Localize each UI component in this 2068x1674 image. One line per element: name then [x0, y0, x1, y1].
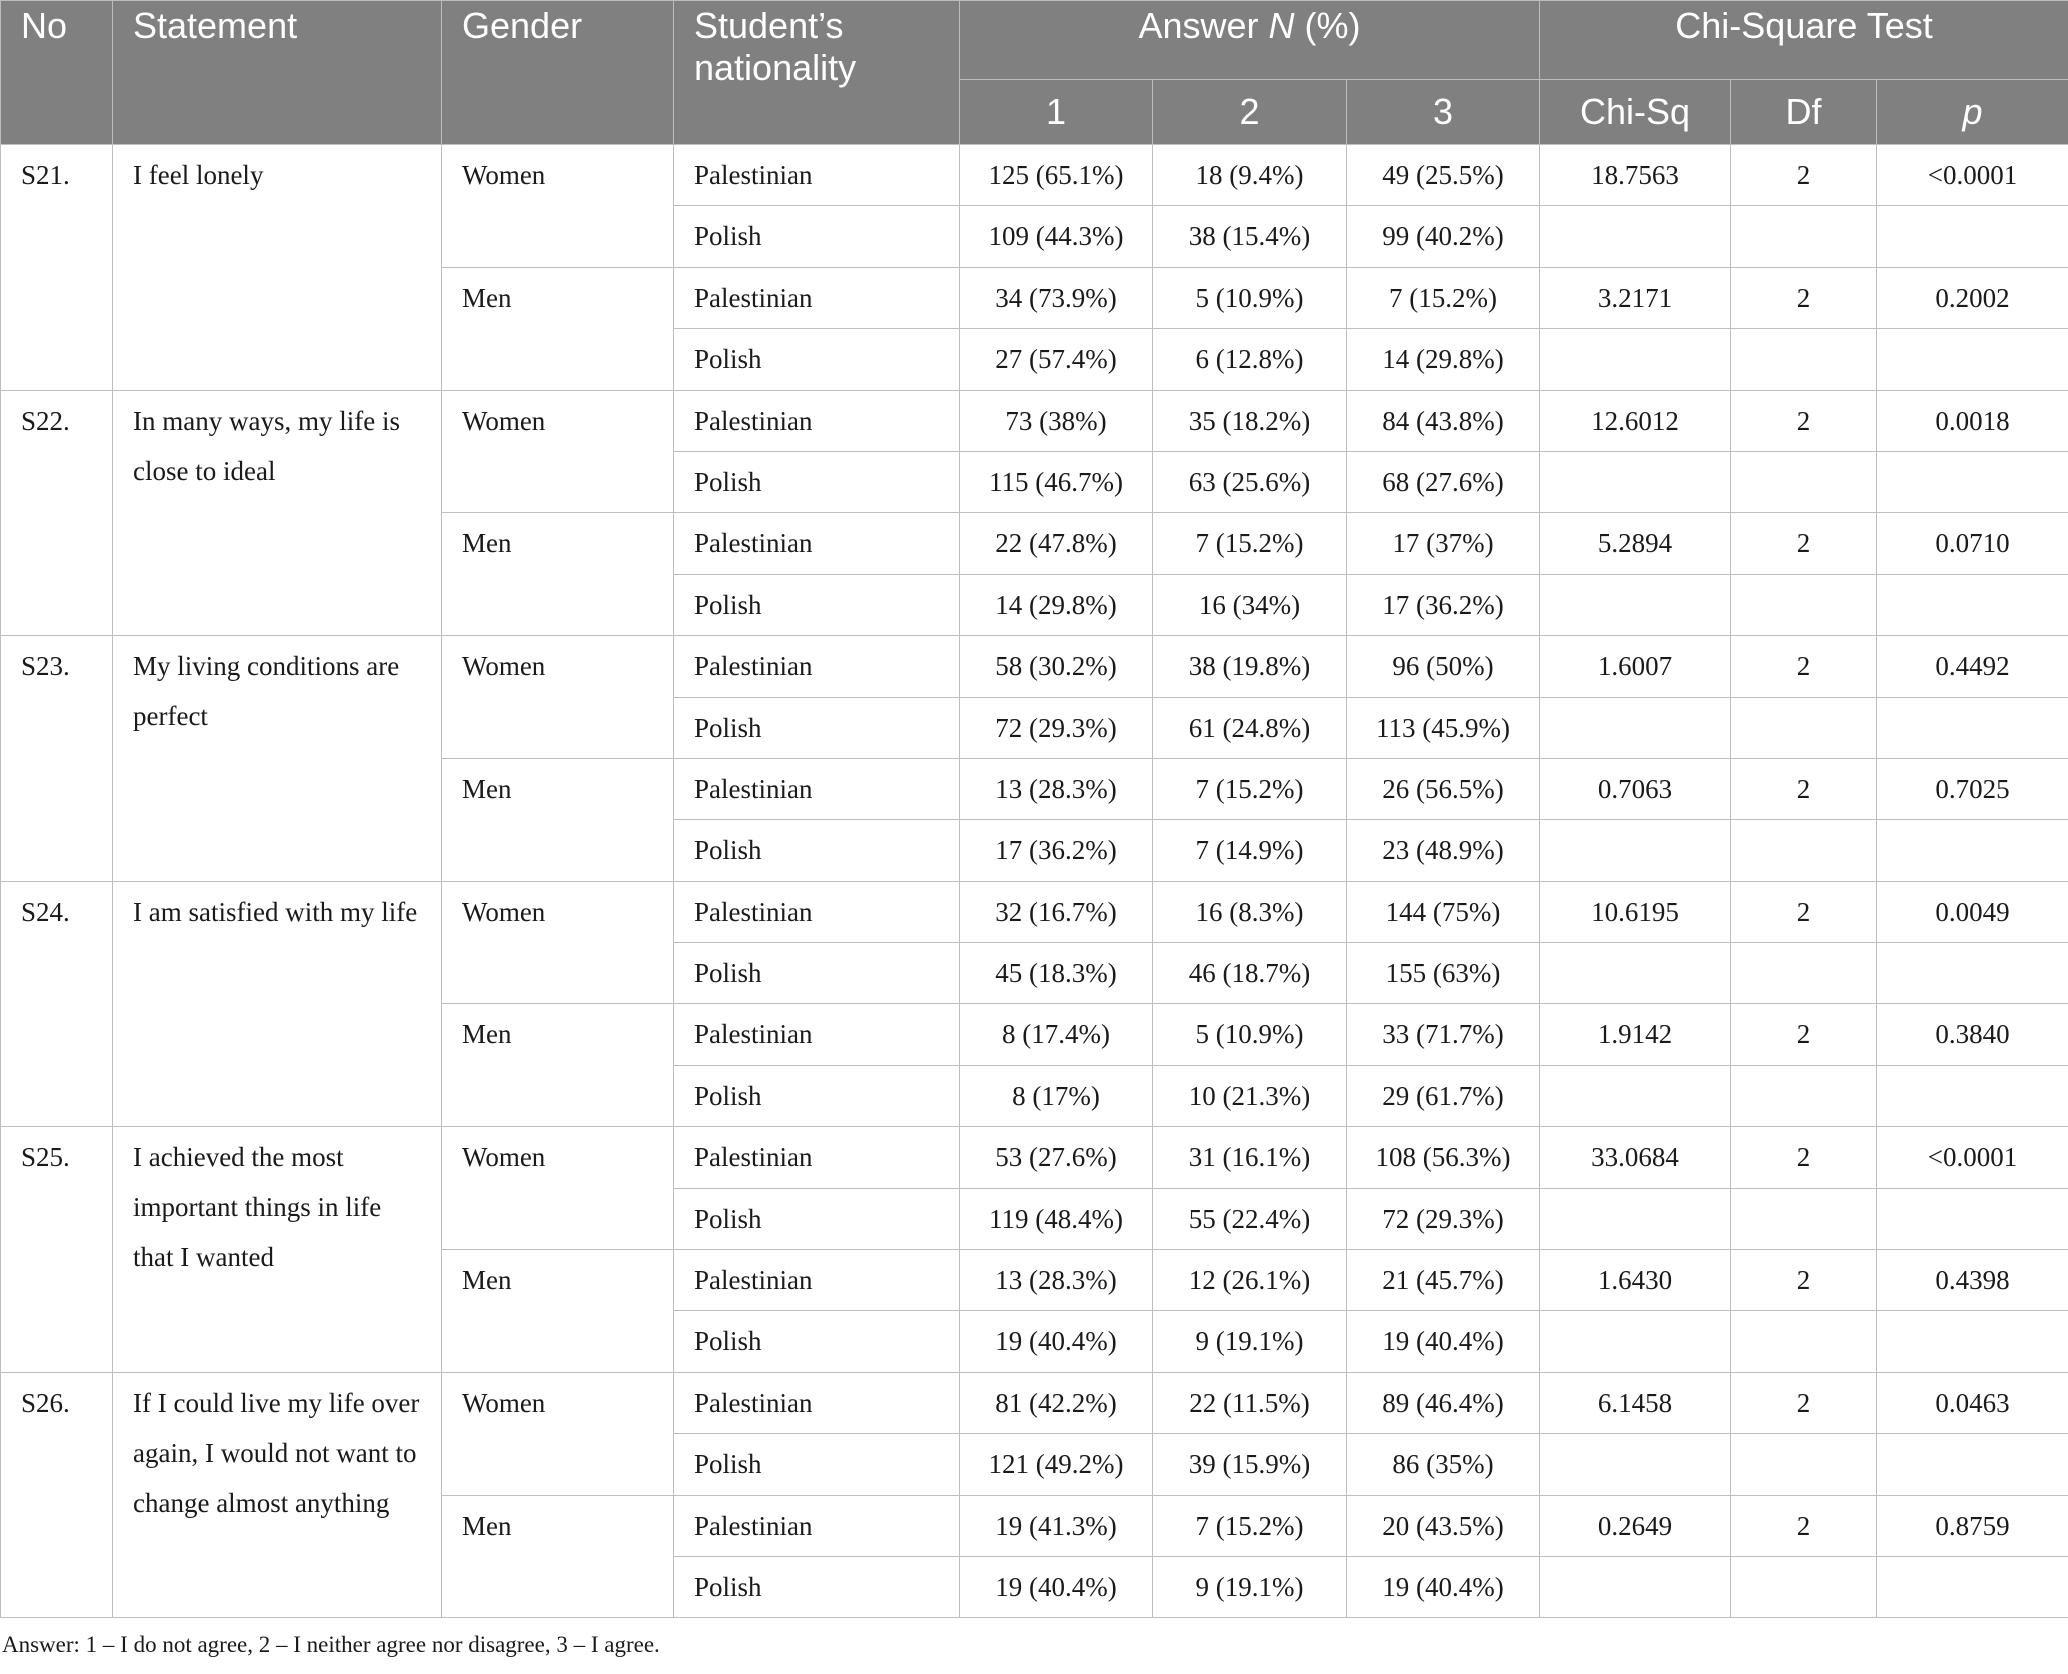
p-value-cell-empty [1877, 820, 2068, 881]
df-cell-empty [1731, 206, 1877, 267]
header-chi-square: Chi-Square Test [1540, 1, 2068, 80]
chisq-cell: 0.2649 [1540, 1495, 1731, 1556]
chisq-cell-empty [1540, 1065, 1731, 1126]
p-value-cell-empty [1877, 1311, 2068, 1372]
df-cell: 2 [1731, 1004, 1877, 1065]
nationality-cell: Palestinian [674, 1004, 960, 1065]
nationality-cell: Polish [674, 1311, 960, 1372]
p-value-cell: 0.4492 [1877, 636, 2068, 697]
answer-1-cell: 115 (46.7%) [960, 451, 1153, 512]
answer-2-cell: 16 (8.3%) [1153, 881, 1347, 942]
nationality-cell: Palestinian [674, 390, 960, 451]
df-cell-empty [1731, 820, 1877, 881]
p-value-cell: <0.0001 [1877, 1127, 2068, 1188]
answer-3-cell: 89 (46.4%) [1347, 1372, 1540, 1433]
answer-1-cell: 109 (44.3%) [960, 206, 1153, 267]
answer-1-cell: 22 (47.8%) [960, 513, 1153, 574]
df-cell-empty [1731, 451, 1877, 512]
statement-text: I achieved the most important things in life that I wanted [113, 1127, 442, 1373]
chisq-cell: 12.6012 [1540, 390, 1731, 451]
df-cell-empty [1731, 1434, 1877, 1495]
answer-3-cell: 84 (43.8%) [1347, 390, 1540, 451]
answer-2-cell: 5 (10.9%) [1153, 267, 1347, 328]
header-answer-suffix: (%) [1294, 5, 1361, 46]
answer-2-cell: 31 (16.1%) [1153, 1127, 1347, 1188]
answer-2-cell: 38 (15.4%) [1153, 206, 1347, 267]
answer-1-cell: 34 (73.9%) [960, 267, 1153, 328]
answer-1-cell: 81 (42.2%) [960, 1372, 1153, 1433]
p-value-cell-empty [1877, 1188, 2068, 1249]
header-df: Df [1731, 80, 1877, 145]
answer-3-cell: 29 (61.7%) [1347, 1065, 1540, 1126]
p-value-cell: 0.0049 [1877, 881, 2068, 942]
answer-3-cell: 14 (29.8%) [1347, 329, 1540, 390]
answer-1-cell: 8 (17%) [960, 1065, 1153, 1126]
header-chisq: Chi-Sq [1540, 80, 1731, 145]
p-value-cell-empty [1877, 329, 2068, 390]
nationality-cell: Polish [674, 1065, 960, 1126]
answer-3-cell: 33 (71.7%) [1347, 1004, 1540, 1065]
gender-cell: Women [442, 1372, 674, 1495]
table-row [1, 881, 2068, 942]
chisq-cell-empty [1540, 206, 1731, 267]
header-p: p [1877, 80, 2068, 145]
chisq-cell: 0.7063 [1540, 758, 1731, 819]
gender-cell: Men [442, 1250, 674, 1373]
table-row [1, 1372, 2068, 1433]
answer-2-cell: 63 (25.6%) [1153, 451, 1347, 512]
chisq-cell: 6.1458 [1540, 1372, 1731, 1433]
header-answer-1: 1 [960, 80, 1153, 145]
gender-cell: Men [442, 267, 674, 390]
p-value-cell-empty [1877, 1065, 2068, 1126]
answer-3-cell: 113 (45.9%) [1347, 697, 1540, 758]
gender-cell: Men [442, 1004, 674, 1127]
answer-1-cell: 72 (29.3%) [960, 697, 1153, 758]
header-gender: Gender [442, 1, 674, 145]
answer-1-cell: 8 (17.4%) [960, 1004, 1153, 1065]
df-cell-empty [1731, 1556, 1877, 1617]
nationality-cell: Polish [674, 820, 960, 881]
answer-3-cell: 72 (29.3%) [1347, 1188, 1540, 1249]
answer-2-cell: 12 (26.1%) [1153, 1250, 1347, 1311]
answer-2-cell: 55 (22.4%) [1153, 1188, 1347, 1249]
nationality-cell: Palestinian [674, 1372, 960, 1433]
answer-1-cell: 19 (41.3%) [960, 1495, 1153, 1556]
nationality-cell: Polish [674, 329, 960, 390]
chisq-cell-empty [1540, 451, 1731, 512]
statement-number: S26. [1, 1372, 113, 1618]
answer-1-cell: 32 (16.7%) [960, 881, 1153, 942]
df-cell: 2 [1731, 881, 1877, 942]
table-row [1, 145, 2068, 206]
answer-2-cell: 38 (19.8%) [1153, 636, 1347, 697]
gender-cell: Men [442, 758, 674, 881]
p-value-cell-empty [1877, 697, 2068, 758]
statement-text: In many ways, my life is close to ideal [113, 390, 442, 636]
header-answer [960, 1, 1540, 80]
gender-cell: Women [442, 881, 674, 1004]
df-cell-empty [1731, 1188, 1877, 1249]
statement-number: S21. [1, 145, 113, 391]
answer-3-cell: 20 (43.5%) [1347, 1495, 1540, 1556]
p-value-cell: 0.0463 [1877, 1372, 2068, 1433]
answer-2-cell: 35 (18.2%) [1153, 390, 1347, 451]
answer-1-cell: 27 (57.4%) [960, 329, 1153, 390]
nationality-cell: Palestinian [674, 1495, 960, 1556]
chisq-cell: 1.9142 [1540, 1004, 1731, 1065]
chisq-cell: 10.6195 [1540, 881, 1731, 942]
answer-1-cell: 58 (30.2%) [960, 636, 1153, 697]
nationality-cell: Palestinian [674, 145, 960, 206]
answer-2-cell: 22 (11.5%) [1153, 1372, 1347, 1433]
answer-3-cell: 19 (40.4%) [1347, 1556, 1540, 1617]
p-value-cell: 0.3840 [1877, 1004, 2068, 1065]
chisq-cell: 1.6430 [1540, 1250, 1731, 1311]
answer-3-cell: 26 (56.5%) [1347, 758, 1540, 819]
chisq-cell-empty [1540, 1434, 1731, 1495]
chisq-cell-empty [1540, 329, 1731, 390]
answer-3-cell: 68 (27.6%) [1347, 451, 1540, 512]
answer-3-cell: 23 (48.9%) [1347, 820, 1540, 881]
answer-2-cell: 5 (10.9%) [1153, 1004, 1347, 1065]
statement-number: S25. [1, 1127, 113, 1373]
answer-2-cell: 7 (15.2%) [1153, 1495, 1347, 1556]
p-value-cell-empty [1877, 574, 2068, 635]
nationality-cell: Palestinian [674, 636, 960, 697]
table-row [1, 390, 2068, 451]
answer-2-cell: 7 (14.9%) [1153, 820, 1347, 881]
chisq-cell: 5.2894 [1540, 513, 1731, 574]
nationality-cell: Palestinian [674, 267, 960, 328]
answer-2-cell: 7 (15.2%) [1153, 513, 1347, 574]
df-cell-empty [1731, 697, 1877, 758]
statement-text: My living conditions are perfect [113, 636, 442, 882]
gender-cell: Women [442, 636, 674, 759]
answer-3-cell: 99 (40.2%) [1347, 206, 1540, 267]
table-row [1, 636, 2068, 697]
answer-2-cell: 9 (19.1%) [1153, 1311, 1347, 1372]
answer-2-cell: 61 (24.8%) [1153, 697, 1347, 758]
answer-3-cell: 49 (25.5%) [1347, 145, 1540, 206]
gender-cell: Women [442, 390, 674, 513]
answer-1-cell: 125 (65.1%) [960, 145, 1153, 206]
header-statement: Statement [113, 1, 442, 145]
chisq-cell-empty [1540, 1188, 1731, 1249]
p-value-cell: <0.0001 [1877, 145, 2068, 206]
nationality-cell: Palestinian [674, 513, 960, 574]
nationality-cell: Polish [674, 1556, 960, 1617]
answer-1-cell: 53 (27.6%) [960, 1127, 1153, 1188]
statement-number: S23. [1, 636, 113, 882]
statement-number: S22. [1, 390, 113, 636]
answer-1-cell: 19 (40.4%) [960, 1311, 1153, 1372]
chisq-cell-empty [1540, 943, 1731, 1004]
df-cell: 2 [1731, 267, 1877, 328]
answer-1-cell: 13 (28.3%) [960, 1250, 1153, 1311]
gender-cell: Women [442, 145, 674, 268]
answer-3-cell: 17 (37%) [1347, 513, 1540, 574]
header-no: No [1, 1, 113, 145]
header-answer-prefix: Answer [1138, 5, 1269, 46]
header-answer-n: N [1268, 5, 1295, 46]
chisq-cell: 33.0684 [1540, 1127, 1731, 1188]
nationality-cell: Polish [674, 697, 960, 758]
header-nationality: Student’s nationality [674, 1, 960, 145]
statement-number: S24. [1, 881, 113, 1127]
statement-text: I feel lonely [113, 145, 442, 391]
df-cell: 2 [1731, 390, 1877, 451]
table-footnote: Answer: 1 – I do not agree, 2 – I neither agree nor disagree, 3 – I agree. [2, 1632, 660, 1658]
header-answer-3: 3 [1347, 80, 1540, 145]
chisq-cell-empty [1540, 574, 1731, 635]
answer-1-cell: 45 (18.3%) [960, 943, 1153, 1004]
gender-cell: Men [442, 513, 674, 636]
table-row [1, 1127, 2068, 1188]
p-value-cell: 0.8759 [1877, 1495, 2068, 1556]
df-cell: 2 [1731, 1495, 1877, 1556]
nationality-cell: Palestinian [674, 1250, 960, 1311]
table-body [1, 145, 2068, 1618]
chisq-cell-empty [1540, 1311, 1731, 1372]
answer-1-cell: 73 (38%) [960, 390, 1153, 451]
statement-text: I am satisfied with my life [113, 881, 442, 1127]
chisq-cell-empty [1540, 820, 1731, 881]
answer-3-cell: 155 (63%) [1347, 943, 1540, 1004]
answer-2-cell: 9 (19.1%) [1153, 1556, 1347, 1617]
chisq-cell: 1.6007 [1540, 636, 1731, 697]
answer-1-cell: 13 (28.3%) [960, 758, 1153, 819]
nationality-cell: Palestinian [674, 758, 960, 819]
p-value-cell: 0.0710 [1877, 513, 2068, 574]
p-value-cell-empty [1877, 1556, 2068, 1617]
df-cell-empty [1731, 574, 1877, 635]
answer-1-cell: 119 (48.4%) [960, 1188, 1153, 1249]
answer-1-cell: 17 (36.2%) [960, 820, 1153, 881]
p-value-cell-empty [1877, 206, 2068, 267]
chisq-cell-empty [1540, 1556, 1731, 1617]
nationality-cell: Palestinian [674, 881, 960, 942]
answer-1-cell: 121 (49.2%) [960, 1434, 1153, 1495]
answer-3-cell: 19 (40.4%) [1347, 1311, 1540, 1372]
df-cell: 2 [1731, 513, 1877, 574]
answer-3-cell: 144 (75%) [1347, 881, 1540, 942]
df-cell: 2 [1731, 1250, 1877, 1311]
df-cell-empty [1731, 1065, 1877, 1126]
answer-1-cell: 19 (40.4%) [960, 1556, 1153, 1617]
answer-3-cell: 96 (50%) [1347, 636, 1540, 697]
p-value-cell: 0.0018 [1877, 390, 2068, 451]
chisq-cell-empty [1540, 697, 1731, 758]
df-cell: 2 [1731, 1127, 1877, 1188]
answer-3-cell: 21 (45.7%) [1347, 1250, 1540, 1311]
answer-3-cell: 7 (15.2%) [1347, 267, 1540, 328]
df-cell-empty [1731, 329, 1877, 390]
p-value-cell: 0.7025 [1877, 758, 2068, 819]
nationality-cell: Polish [674, 1434, 960, 1495]
nationality-cell: Polish [674, 574, 960, 635]
answer-2-cell: 18 (9.4%) [1153, 145, 1347, 206]
nationality-cell: Polish [674, 943, 960, 1004]
answer-3-cell: 108 (56.3%) [1347, 1127, 1540, 1188]
p-value-cell: 0.4398 [1877, 1250, 2068, 1311]
answer-2-cell: 7 (15.2%) [1153, 758, 1347, 819]
df-cell-empty [1731, 1311, 1877, 1372]
p-value-cell-empty [1877, 1434, 2068, 1495]
answer-2-cell: 39 (15.9%) [1153, 1434, 1347, 1495]
df-cell: 2 [1731, 636, 1877, 697]
answer-2-cell: 10 (21.3%) [1153, 1065, 1347, 1126]
gender-cell: Men [442, 1495, 674, 1618]
df-cell-empty [1731, 943, 1877, 1004]
answer-2-cell: 46 (18.7%) [1153, 943, 1347, 1004]
nationality-cell: Polish [674, 451, 960, 512]
p-value-cell: 0.2002 [1877, 267, 2068, 328]
df-cell: 2 [1731, 145, 1877, 206]
chisq-cell: 18.7563 [1540, 145, 1731, 206]
chisq-cell: 3.2171 [1540, 267, 1731, 328]
answer-1-cell: 14 (29.8%) [960, 574, 1153, 635]
statement-text: If I could live my life over again, I would not want to change almost anything [113, 1372, 442, 1618]
df-cell: 2 [1731, 1372, 1877, 1433]
p-value-cell-empty [1877, 943, 2068, 1004]
p-value-cell-empty [1877, 451, 2068, 512]
answer-2-cell: 16 (34%) [1153, 574, 1347, 635]
answer-3-cell: 86 (35%) [1347, 1434, 1540, 1495]
answer-3-cell: 17 (36.2%) [1347, 574, 1540, 635]
table-header [1, 1, 2068, 145]
nationality-cell: Polish [674, 206, 960, 267]
nationality-cell: Palestinian [674, 1127, 960, 1188]
answer-2-cell: 6 (12.8%) [1153, 329, 1347, 390]
df-cell: 2 [1731, 758, 1877, 819]
nationality-cell: Polish [674, 1188, 960, 1249]
gender-cell: Women [442, 1127, 674, 1250]
header-answer-2: 2 [1153, 80, 1347, 145]
